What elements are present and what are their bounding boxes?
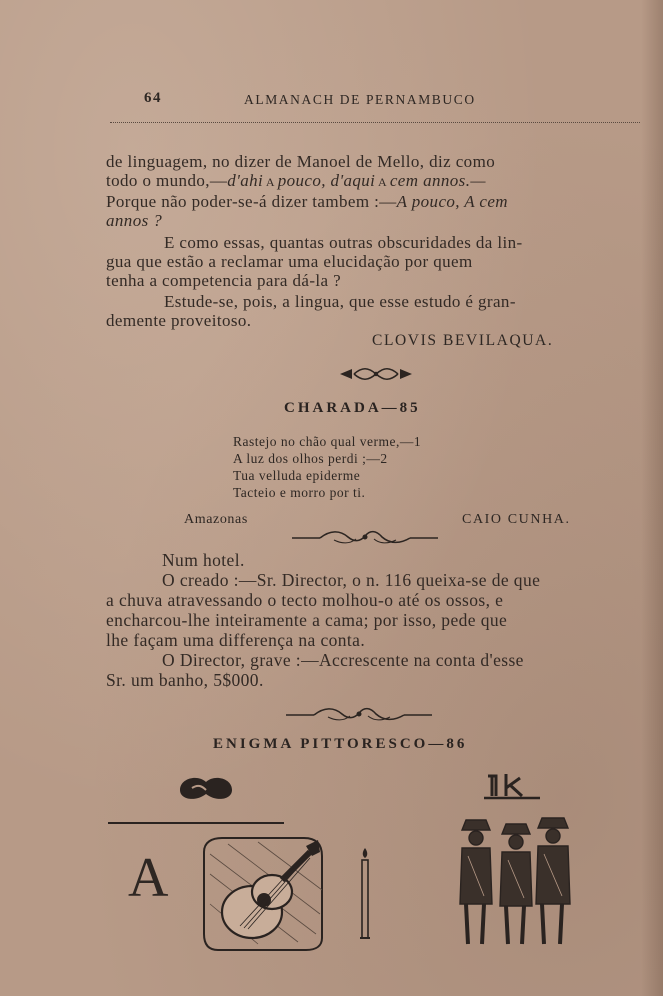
anecdote-block bbox=[106, 550, 646, 690]
charada-verse-line: A luz dos olhos perdi ;—2 bbox=[233, 451, 388, 466]
text-line: de linguagem, no dizer de Manoel de Mello, diz como bbox=[106, 152, 496, 171]
text-line: tenha a competencia para dá-la ? bbox=[106, 271, 342, 290]
charada-title: CHARADA—85 bbox=[284, 400, 421, 416]
text-line: E como essas, quantas outras obscuridades da lin- bbox=[164, 233, 523, 252]
article-paragraph-1 bbox=[106, 152, 646, 230]
cap-glyph-icon bbox=[176, 772, 236, 804]
charada-place: Amazonas bbox=[184, 512, 248, 527]
candle-stick-icon bbox=[356, 846, 374, 942]
charada-verse-line: Tacteio e morro por ti. bbox=[233, 485, 366, 500]
puzzle-underline bbox=[108, 822, 284, 824]
text-line: Sr. um banho, 5$000. bbox=[106, 670, 264, 690]
text-line: annos ? bbox=[106, 211, 163, 230]
text-line: encharcou-lhe inteiramente a cama; por isso, pede que bbox=[106, 610, 508, 630]
guitar-picture-icon bbox=[198, 834, 328, 952]
text-line: demente proveitoso. bbox=[106, 311, 252, 330]
flourish-divider-icon bbox=[284, 705, 434, 723]
text-line: Estude-se, pois, a lingua, que esse estudo é gran- bbox=[164, 292, 516, 311]
article-paragraph-2 bbox=[106, 233, 646, 290]
charada-verse-line: Tua velluda epiderme bbox=[233, 468, 361, 483]
header-rule bbox=[110, 122, 640, 123]
enigma-title: ENIGMA PITTORESCO—86 bbox=[213, 736, 468, 752]
text-line: O creado :—Sr. Director, o n. 116 queixa-se de que bbox=[162, 570, 541, 590]
text-line: a chuva atravessando o tecto molhou-o até os ossos, e bbox=[106, 590, 504, 610]
article-signature: CLOVIS BEVILAQUA. bbox=[372, 332, 554, 349]
ornament-divider-icon bbox=[338, 365, 414, 383]
text-line: lhe façam uma differença na conta. bbox=[106, 630, 366, 650]
page-number: 64 bbox=[144, 90, 162, 106]
flourish-divider-icon bbox=[290, 528, 440, 546]
charada-verse-line: Rastejo no chão qual verme,—1 bbox=[233, 434, 422, 449]
running-header bbox=[140, 88, 530, 112]
page-edge-shadow bbox=[641, 0, 663, 996]
text-line: Porque não poder-se-á dizer tambem :—A pouco, A cem bbox=[106, 192, 508, 211]
text-line: todo o mundo,—d'ahi A pouco, d'aqui A cem annos.— bbox=[106, 171, 486, 190]
puzzle-letter-a: A bbox=[128, 847, 169, 909]
three-figures-picture-icon bbox=[456, 812, 574, 948]
text-line: gua que estão a reclamar uma elucidação por quem bbox=[106, 252, 473, 271]
charada-author: CAIO CUNHA. bbox=[462, 512, 571, 527]
text-line: O Director, grave :—Accrescente na conta d'esse bbox=[162, 650, 524, 670]
ornate-letters-icon bbox=[482, 772, 544, 802]
running-title: ALMANACH DE PERNAMBUCO bbox=[244, 92, 476, 107]
text-line: Num hotel. bbox=[162, 550, 245, 570]
article-paragraph-3 bbox=[106, 292, 646, 330]
